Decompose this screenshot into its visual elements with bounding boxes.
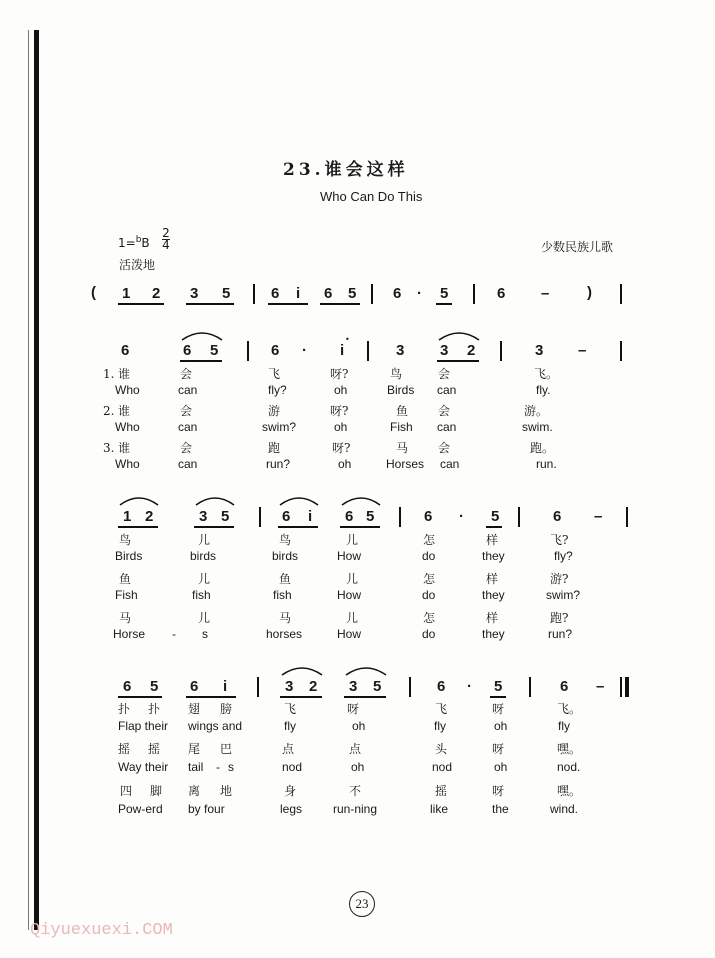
lyric-cn: 四 — [120, 784, 133, 798]
note: 5 — [440, 285, 449, 302]
lyric-cn: 样 — [486, 572, 499, 586]
lyric-en: they — [482, 627, 505, 641]
lyric-cn: 谁 — [118, 367, 131, 381]
lyric-en: oh — [352, 719, 366, 733]
note: 6 — [183, 342, 192, 359]
barline — [409, 677, 411, 697]
intro-close-paren: ) — [587, 284, 592, 301]
lyric-en: fly? — [554, 549, 573, 563]
note: 6 — [345, 508, 354, 525]
final-barline-thin — [620, 677, 622, 697]
lyric-en: fly. — [536, 383, 551, 397]
octave-dot: • — [345, 335, 350, 344]
lyric-cn: 谁 — [118, 441, 131, 455]
note: 6 — [271, 285, 280, 302]
lyric-en: run? — [266, 457, 291, 471]
lyric-cn: 会 — [438, 367, 451, 381]
lyric-cn: 扑 — [118, 702, 131, 716]
lyric-cn: 摇 — [435, 784, 448, 798]
note: 6 — [123, 678, 132, 695]
lyric-cn: 飞? — [550, 533, 569, 547]
lyric-en: oh — [494, 719, 508, 733]
note: – — [541, 285, 550, 302]
lyric-cn: 摇 — [118, 742, 131, 756]
binding-edge — [34, 30, 39, 930]
slur — [118, 495, 160, 507]
lyric-cn: 身 — [284, 784, 297, 798]
page-number: 23 — [349, 891, 375, 917]
lyric-en: can — [178, 383, 198, 397]
lyric-en: can — [178, 457, 198, 471]
lyric-cn: 跑。 — [530, 441, 555, 455]
lyric-cn: 马 — [396, 441, 409, 455]
lyric-en: How — [337, 549, 362, 563]
lyric-en: they — [482, 588, 505, 602]
lyric-en: s — [202, 627, 208, 641]
note: i — [223, 678, 228, 695]
note: · — [302, 342, 307, 359]
slur — [194, 495, 236, 507]
lyric-en: wings and — [188, 719, 243, 733]
underline — [437, 360, 479, 362]
key-signature — [118, 235, 150, 250]
underline — [344, 696, 386, 698]
lyric-en: oh — [338, 457, 352, 471]
lyric-cn: 呀? — [330, 367, 349, 381]
lyric-en: Horses — [386, 457, 425, 471]
verse-number: 2. — [103, 404, 115, 418]
time-bottom: 4 — [162, 238, 170, 252]
lyric-en: can — [437, 383, 457, 397]
lyric-cn: 飞 — [435, 702, 448, 716]
note: – — [596, 678, 605, 695]
lyric-en: run? — [548, 627, 573, 641]
underline — [280, 696, 322, 698]
note: i — [296, 285, 301, 302]
lyric-en: like — [430, 802, 449, 816]
lyric-en: swim? — [546, 588, 581, 602]
barline — [500, 341, 502, 361]
lyric-cn: 飞 — [284, 702, 297, 716]
lyric-en: nod. — [557, 760, 581, 774]
note: 6 — [282, 508, 291, 525]
barline — [399, 507, 401, 527]
note: 6 — [424, 508, 433, 525]
lyric-cn: 怎 — [423, 572, 436, 586]
note: – — [578, 342, 587, 359]
lyric-en: - — [172, 627, 176, 641]
binding-edge-line — [28, 30, 29, 930]
barline — [518, 507, 520, 527]
note: 5 — [366, 508, 375, 525]
lyric-cn: 儿 — [198, 611, 211, 625]
lyric-cn: 扑 — [148, 702, 161, 716]
underline — [278, 526, 318, 528]
lyric-cn: 跑 — [268, 441, 281, 455]
lyric-en: nod — [432, 760, 453, 774]
song-title — [283, 155, 409, 180]
note: 3 — [535, 342, 544, 359]
note: 5 — [222, 285, 231, 302]
lyric-cn: 谁 — [118, 404, 131, 418]
lyric-en: fly — [558, 719, 570, 733]
lyric-cn: 游? — [550, 572, 569, 586]
note: 6 — [560, 678, 569, 695]
lyric-en: How — [337, 627, 362, 641]
lyric-en: Way their — [118, 760, 169, 774]
barline — [371, 284, 373, 304]
underline — [180, 360, 222, 362]
underline — [268, 303, 308, 305]
lyric-en: - — [216, 760, 220, 774]
slur — [278, 495, 320, 507]
lyric-cn: 嘿。 — [557, 742, 582, 756]
lyric-cn: 呀 — [347, 702, 360, 716]
lyric-cn: 会 — [180, 367, 193, 381]
lyric-cn: 呀 — [492, 784, 505, 798]
note: i — [308, 508, 313, 525]
lyric-en: the — [492, 802, 509, 816]
lyric-cn: 飞。 — [557, 702, 582, 716]
note: 5 — [491, 508, 500, 525]
note: 5 — [373, 678, 382, 695]
lyric-cn: 点 — [282, 742, 295, 756]
underline — [118, 303, 164, 305]
note: 5 — [221, 508, 230, 525]
lyric-en: by four — [188, 802, 225, 816]
note: · — [467, 678, 472, 695]
underline — [194, 526, 234, 528]
lyric-cn: 呀 — [492, 702, 505, 716]
lyric-cn: 儿 — [198, 572, 211, 586]
underline — [320, 303, 360, 305]
lyric-en: Fish — [115, 588, 138, 602]
lyric-cn: 呀? — [330, 404, 349, 418]
lyric-cn: 飞 — [268, 367, 281, 381]
lyric-cn: 马 — [279, 611, 292, 625]
tempo-marking: 活泼地 — [119, 258, 156, 272]
barline — [247, 341, 249, 361]
lyric-en: oh — [351, 760, 365, 774]
note: 3 — [199, 508, 208, 525]
underline — [436, 303, 452, 305]
barline — [529, 677, 531, 697]
lyric-en: Pow-erd — [118, 802, 163, 816]
lyric-en: Birds — [387, 383, 415, 397]
lyric-en: Horse — [113, 627, 146, 641]
note: 5 — [150, 678, 159, 695]
lyric-en: swim? — [262, 420, 297, 434]
barline — [473, 284, 475, 304]
lyric-en: oh — [334, 420, 348, 434]
lyric-en: wind. — [550, 802, 579, 816]
lyric-cn: 点 — [349, 742, 362, 756]
lyric-en: birds — [272, 549, 299, 563]
lyric-en: can — [437, 420, 457, 434]
note: 6 — [121, 342, 130, 359]
barline — [620, 341, 622, 361]
underline — [118, 526, 158, 528]
note: 6 — [553, 508, 562, 525]
barline — [259, 507, 261, 527]
lyric-cn: 鸟 — [119, 533, 132, 547]
lyric-cn: 地 — [220, 784, 233, 798]
lyric-en: s — [228, 760, 234, 774]
note: 3 — [190, 285, 199, 302]
lyric-cn: 怎 — [423, 611, 436, 625]
note: 5 — [494, 678, 503, 695]
lyric-cn: 游。 — [524, 404, 549, 418]
lyric-en: swim. — [522, 420, 553, 434]
lyric-cn: 飞。 — [534, 367, 559, 381]
note: 6 — [324, 285, 333, 302]
note: 3 — [396, 342, 405, 359]
lyric-cn: 尾 — [188, 742, 201, 756]
barline — [257, 677, 259, 697]
lyric-cn: 会 — [180, 404, 193, 418]
note: 2 — [152, 285, 161, 302]
key-note: B — [141, 236, 150, 250]
verse-number: 3. — [103, 441, 115, 455]
note: · — [417, 285, 422, 302]
lyric-en: can — [178, 420, 198, 434]
final-barline-thick — [625, 677, 629, 697]
lyric-cn: 翅 — [188, 702, 201, 716]
note: 6 — [271, 342, 280, 359]
note: 6 — [190, 678, 199, 695]
lyric-en: birds — [190, 549, 217, 563]
lyric-cn: 嘿。 — [557, 784, 582, 798]
key-prefix: 1= — [118, 236, 136, 250]
barline — [620, 284, 622, 304]
lyric-cn: 怎 — [423, 533, 436, 547]
barline — [626, 507, 628, 527]
note: 2 — [145, 508, 154, 525]
lyric-en: fish — [192, 588, 211, 602]
underline — [186, 696, 236, 698]
lyric-cn: 样 — [486, 611, 499, 625]
lyric-cn: 儿 — [346, 572, 359, 586]
note: – — [594, 508, 603, 525]
note: 6 — [437, 678, 446, 695]
time-top: 2 — [162, 226, 170, 240]
note: 3 — [349, 678, 358, 695]
underline — [340, 526, 380, 528]
note: 5 — [348, 285, 357, 302]
note: 5 — [210, 342, 219, 359]
lyric-en: Fish — [390, 420, 413, 434]
note: 6 — [497, 285, 506, 302]
lyric-en: they — [482, 549, 505, 563]
lyric-cn: 儿 — [198, 533, 211, 547]
lyric-cn: 儿 — [346, 611, 359, 625]
lyric-cn: 鱼 — [396, 404, 409, 418]
lyric-en: do — [422, 627, 436, 641]
lyric-en: legs — [280, 802, 303, 816]
note: 3 — [285, 678, 294, 695]
lyric-en: horses — [266, 627, 303, 641]
lyric-cn: 不 — [349, 784, 362, 798]
lyric-en: do — [422, 588, 436, 602]
lyric-en: oh — [494, 760, 508, 774]
lyric-cn: 头 — [435, 742, 448, 756]
lyric-cn: 巴 — [220, 742, 233, 756]
lyric-en: Birds — [115, 549, 143, 563]
barline — [253, 284, 255, 304]
lyric-cn: 鸟 — [279, 533, 292, 547]
lyric-cn: 会 — [180, 441, 193, 455]
slur — [280, 665, 324, 677]
lyric-cn: 呀? — [332, 441, 351, 455]
underline — [186, 303, 234, 305]
lyric-en: Who — [115, 420, 140, 434]
time-signature — [162, 228, 170, 251]
song-number: 23. — [283, 160, 325, 180]
lyric-cn: 跑? — [550, 611, 569, 625]
watermark: Qiyuexuexi.COM — [30, 921, 173, 940]
underline — [486, 526, 502, 528]
note: 2 — [467, 342, 476, 359]
lyric-en: How — [337, 588, 362, 602]
slur — [344, 665, 388, 677]
slur — [340, 495, 382, 507]
lyric-cn: 呀 — [492, 742, 505, 756]
key-flat: b — [135, 235, 142, 245]
intro-open-paren: ( — [91, 284, 96, 301]
note: 1 — [122, 285, 131, 302]
lyric-cn: 会 — [438, 441, 451, 455]
lyric-cn: 样 — [486, 533, 499, 547]
lyric-en: run. — [536, 457, 557, 471]
lyric-cn: 会 — [438, 404, 451, 418]
lyric-cn: 鱼 — [279, 572, 292, 586]
lyric-en: do — [422, 549, 436, 563]
lyric-cn: 游 — [268, 404, 281, 418]
lyric-en: can — [440, 457, 460, 471]
lyric-en: fly — [284, 719, 296, 733]
song-title-en: Who Can Do This — [320, 189, 423, 204]
note: 1 — [123, 508, 132, 525]
lyric-cn: 脚 — [150, 784, 163, 798]
slur — [437, 330, 481, 342]
lyric-en: fly? — [268, 383, 287, 397]
note: · — [459, 508, 464, 525]
lyric-cn: 鱼 — [119, 572, 132, 586]
barline — [367, 341, 369, 361]
underline — [118, 696, 162, 698]
slur — [180, 330, 224, 342]
lyric-en: Who — [115, 457, 140, 471]
lyric-en: Flap their — [118, 719, 169, 733]
song-source: 少数民族儿歌 — [541, 240, 614, 254]
lyric-cn: 离 — [188, 784, 201, 798]
verse-number: 1. — [103, 367, 115, 381]
lyric-en: oh — [334, 383, 348, 397]
lyric-cn: 鸟 — [390, 367, 403, 381]
lyric-en: fish — [273, 588, 292, 602]
lyric-cn: 摇 — [148, 742, 161, 756]
note: 3 — [440, 342, 449, 359]
lyric-en: run-ning — [333, 802, 378, 816]
lyric-en: tail — [188, 760, 204, 774]
note: 2 — [309, 678, 318, 695]
note: 6 — [393, 285, 402, 302]
lyric-en: Who — [115, 383, 140, 397]
lyric-cn: 儿 — [346, 533, 359, 547]
note: i — [340, 342, 345, 359]
lyric-cn: 膀 — [220, 702, 233, 716]
lyric-en: nod — [282, 760, 303, 774]
underline — [490, 696, 506, 698]
song-title-cn: 谁会这样 — [324, 160, 409, 180]
lyric-cn: 马 — [119, 611, 132, 625]
lyric-en: fly — [434, 719, 446, 733]
